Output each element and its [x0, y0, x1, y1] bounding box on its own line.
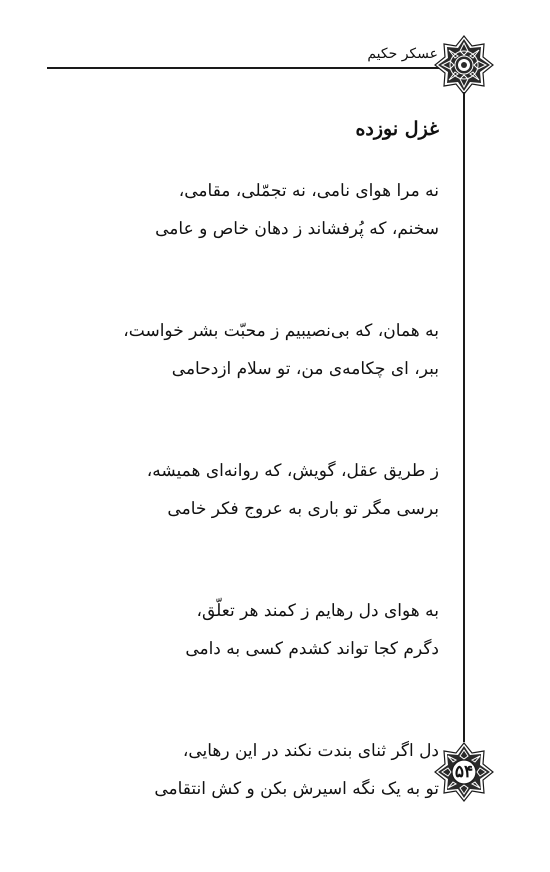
side-rule [463, 92, 465, 742]
verse-line: دگرم کجا تواند کشدم کسی به دامی [185, 639, 439, 659]
verse-line: به همان، که بی‌نصیبیم ز محبّت بشر خواست، [123, 321, 439, 341]
header-rule [47, 67, 442, 69]
rosette-ornament-icon [433, 34, 495, 96]
page-number: ۵۴ [454, 762, 474, 782]
verse-line: سخنم، که پُرفشاند ز دهان خاص و عامی [155, 219, 439, 239]
verse-line: ببر، ای چکامه‌ی من، تو سلام ازدحامی [171, 359, 439, 379]
verse-line: ز طریق عقل، گویش، که روانه‌ای همیشه، [146, 461, 439, 481]
running-head: عسکر حکیم [367, 46, 438, 62]
verse-line: تو به یک نگه اسیرش بکن و کش انتقامی [154, 779, 439, 799]
stanza [109, 312, 439, 388]
stanza [109, 732, 439, 808]
stanza [109, 592, 439, 668]
stanza [109, 172, 439, 248]
verse-line: دل اگر ثنای بندت نکند در این رهایی، [182, 741, 439, 761]
stanza [109, 452, 439, 528]
verse-line: برسی مگر تو باری به عروج فکر خامی [167, 499, 439, 519]
poem-title: غزل نوزده [355, 118, 439, 140]
verse-line: نه مرا هوای نامی، نه تجمّلی، مقامی، [178, 181, 439, 201]
verse-line: به هوای دل رهایم ز کمند هر تعلّق، [196, 601, 439, 621]
poem-body [109, 172, 439, 872]
